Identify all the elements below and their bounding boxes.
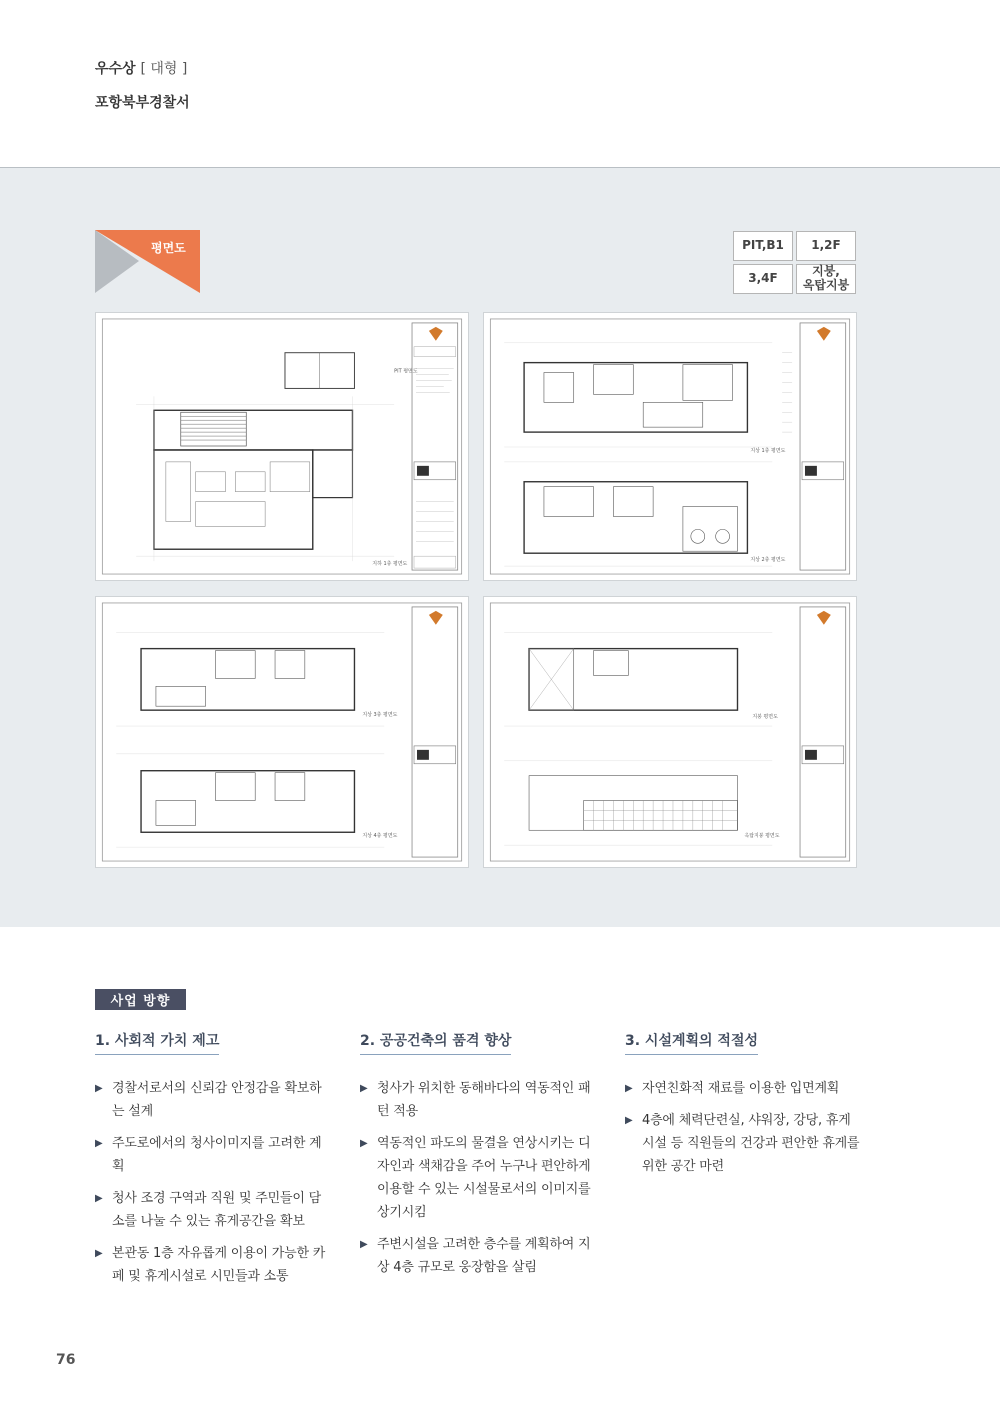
triangle-bullet-icon: ▶	[625, 1115, 633, 1126]
column-title: 1. 사회적 가치 제고	[95, 1030, 219, 1055]
award-line	[95, 58, 190, 78]
plan-label-1f: 지상 1층 평면도	[750, 447, 786, 454]
plan-label-b1: 지하 1층 평면도	[372, 561, 408, 568]
plan-label-pit: PIT 평면도	[394, 368, 418, 375]
floor-plan-drawing-1-2f	[483, 312, 857, 581]
floor-plan-drawing-pit-b1	[95, 312, 469, 581]
triangle-bullet-icon: ▶	[95, 1193, 103, 1204]
triangle-bullet-icon: ▶	[95, 1083, 103, 1094]
list-item: ▶ 본관동 1층 자유롭게 이용이 가능한 카페 및 휴게시설로 시민들과 소통	[95, 1242, 330, 1288]
floor-tab-pit-b1[interactable]: PIT,B1	[733, 231, 793, 261]
plan-label-4f: 지상 4층 평면도	[362, 833, 398, 840]
triangle-bullet-icon: ▶	[95, 1248, 103, 1259]
list-item: ▶ 역동적인 파도의 물결을 연상시키는 디자인과 색채감을 주어 누구나 편안하게 이용할 수 있는 시설물로서의 이미지를 상기시킴	[360, 1132, 595, 1224]
triangle-bullet-icon: ▶	[360, 1138, 368, 1149]
plan-label-2f: 지상 2층 평면도	[750, 557, 786, 564]
floor-plan-drawing-roof	[483, 596, 857, 868]
triangle-bullet-icon: ▶	[360, 1239, 368, 1250]
entry-name: 포항북부경찰서	[95, 95, 190, 111]
floor-tab-3-4f[interactable]: 3,4F	[733, 264, 793, 294]
page-header	[95, 58, 190, 112]
triangle-bullet-icon: ▶	[360, 1083, 368, 1094]
direction-column-1	[95, 1030, 330, 1297]
triangle-bullet-icon: ▶	[95, 1138, 103, 1149]
plan-label-penthouse-roof: 옥탑지붕 평면도	[744, 833, 780, 840]
plan-tag-label: 평면도	[151, 241, 186, 255]
list-item: ▶ 주도로에서의 청사이미지를 고려한 계획	[95, 1132, 330, 1178]
triangle-bullet-icon: ▶	[625, 1083, 633, 1094]
award-title: 우수상	[95, 61, 136, 77]
plan-label-roof: 지붕 평면도	[752, 714, 778, 721]
floor-tabs	[733, 231, 857, 294]
plan-tag	[95, 230, 200, 293]
floor-tab-roof[interactable]: 지붕, 옥탑지붕	[796, 264, 856, 294]
list-item: ▶ 청사가 위치한 동해바다의 역동적인 패턴 적용	[360, 1077, 595, 1123]
floor-plan-drawing-3-4f	[95, 596, 469, 868]
list-item: ▶ 주변시설을 고려한 층수를 계획하여 지상 4층 규모로 웅장함을 살림	[360, 1233, 595, 1279]
list-item: ▶ 자연친화적 재료를 이용한 입면계획	[625, 1077, 860, 1100]
direction-column-3	[625, 1030, 860, 1187]
list-item: ▶ 청사 조경 구역과 직원 및 주민들이 담소를 나눌 수 있는 휴게공간을 확보	[95, 1187, 330, 1233]
plan-label-3f: 지상 3층 평면도	[362, 712, 398, 719]
column-title: 2. 공공건축의 품격 향상	[360, 1030, 511, 1055]
column-title: 3. 시설계획의 적절성	[625, 1030, 758, 1055]
page-number: 76	[56, 1352, 76, 1368]
list-item: ▶ 4층에 체력단련실, 샤워장, 강당, 휴게시설 등 직원들의 건강과 편안한 휴게를 위한 공간 마련	[625, 1109, 860, 1178]
floor-tab-1-2f[interactable]: 1,2F	[796, 231, 856, 261]
list-item: ▶ 경찰서로서의 신뢰감 안정감을 확보하는 설계	[95, 1077, 330, 1123]
section-title: 사업 방향	[95, 989, 186, 1010]
award-category: [ 대형 ]	[140, 61, 188, 77]
direction-column-2	[360, 1030, 595, 1288]
